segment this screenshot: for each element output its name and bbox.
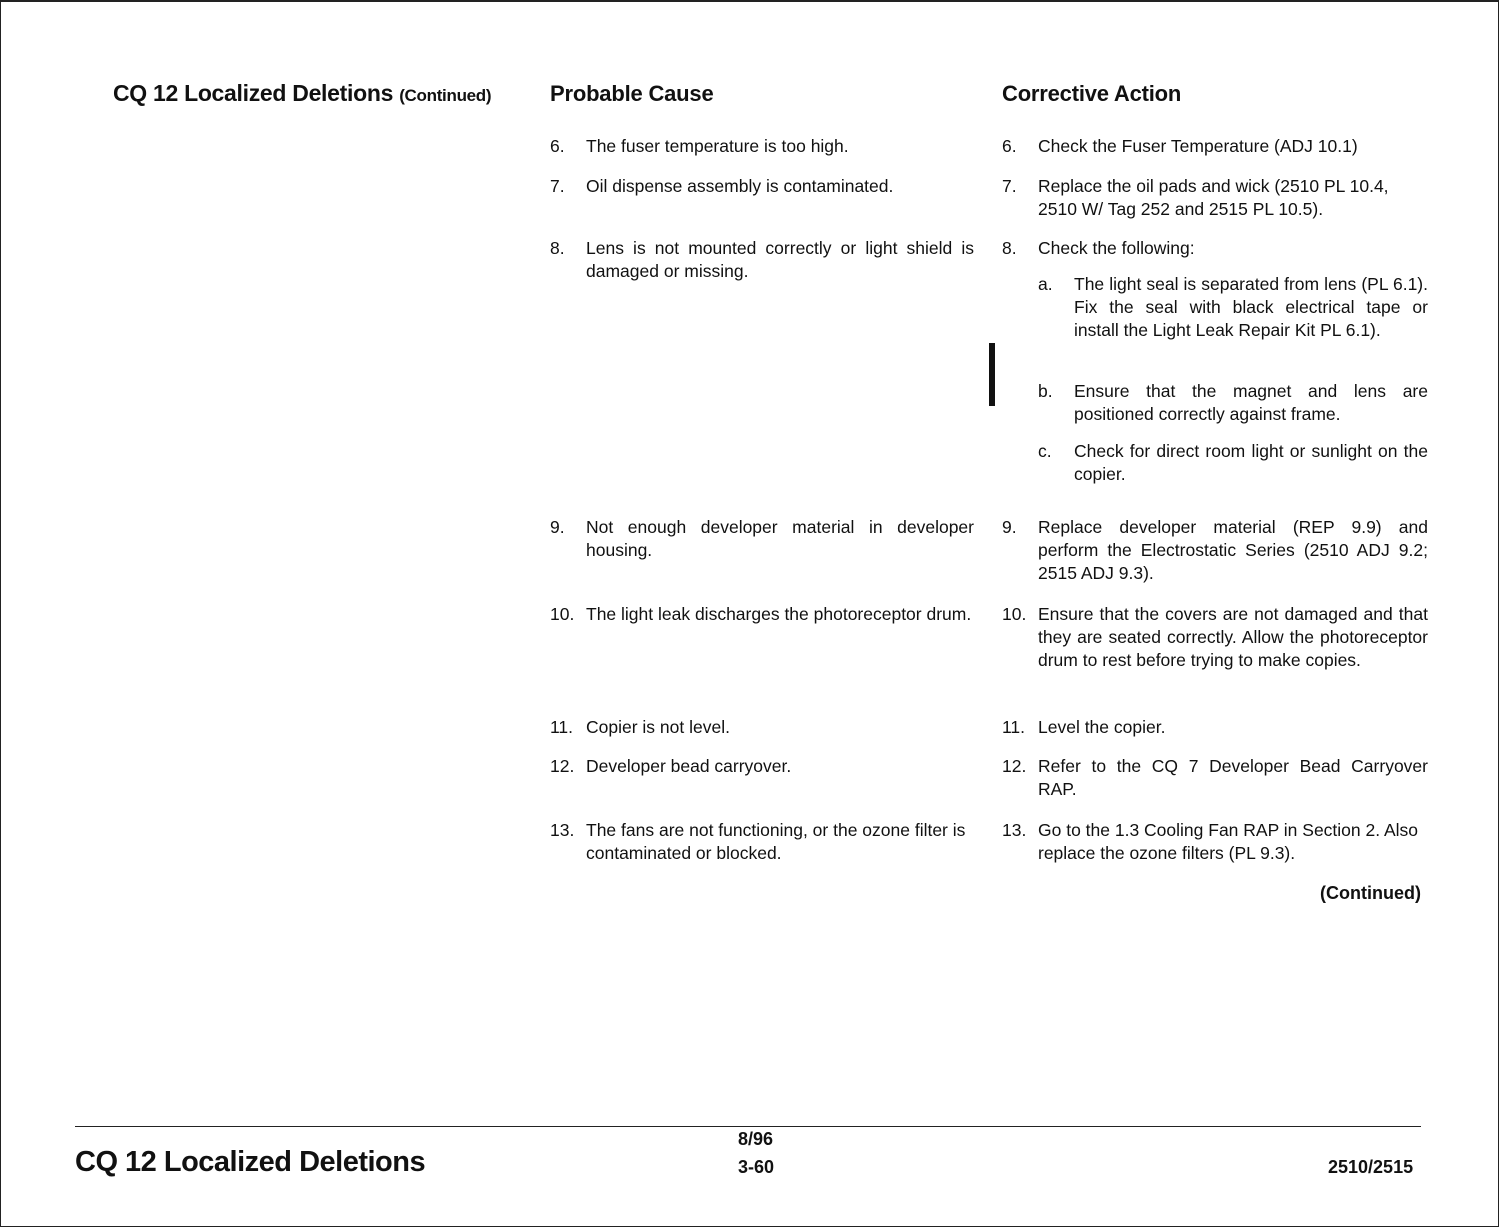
footer-page-number: 3-60 bbox=[738, 1157, 775, 1177]
footer-divider bbox=[75, 1126, 1421, 1127]
revision-change-bar bbox=[989, 343, 995, 406]
probable-cause-heading: Probable Cause bbox=[550, 81, 714, 106]
corrective-action-heading: Corrective Action bbox=[1002, 81, 1182, 106]
section-title: CQ 12 Localized Deletions (Continued) bbox=[113, 80, 492, 106]
continued-label: (Continued) bbox=[399, 86, 492, 105]
footer-title: CQ 12 Localized Deletions bbox=[75, 1146, 426, 1178]
continued-note: (Continued) bbox=[1320, 883, 1421, 903]
footer-date: 8/96 bbox=[738, 1129, 774, 1149]
footer-model-number: 2510/2515 bbox=[1328, 1157, 1414, 1177]
